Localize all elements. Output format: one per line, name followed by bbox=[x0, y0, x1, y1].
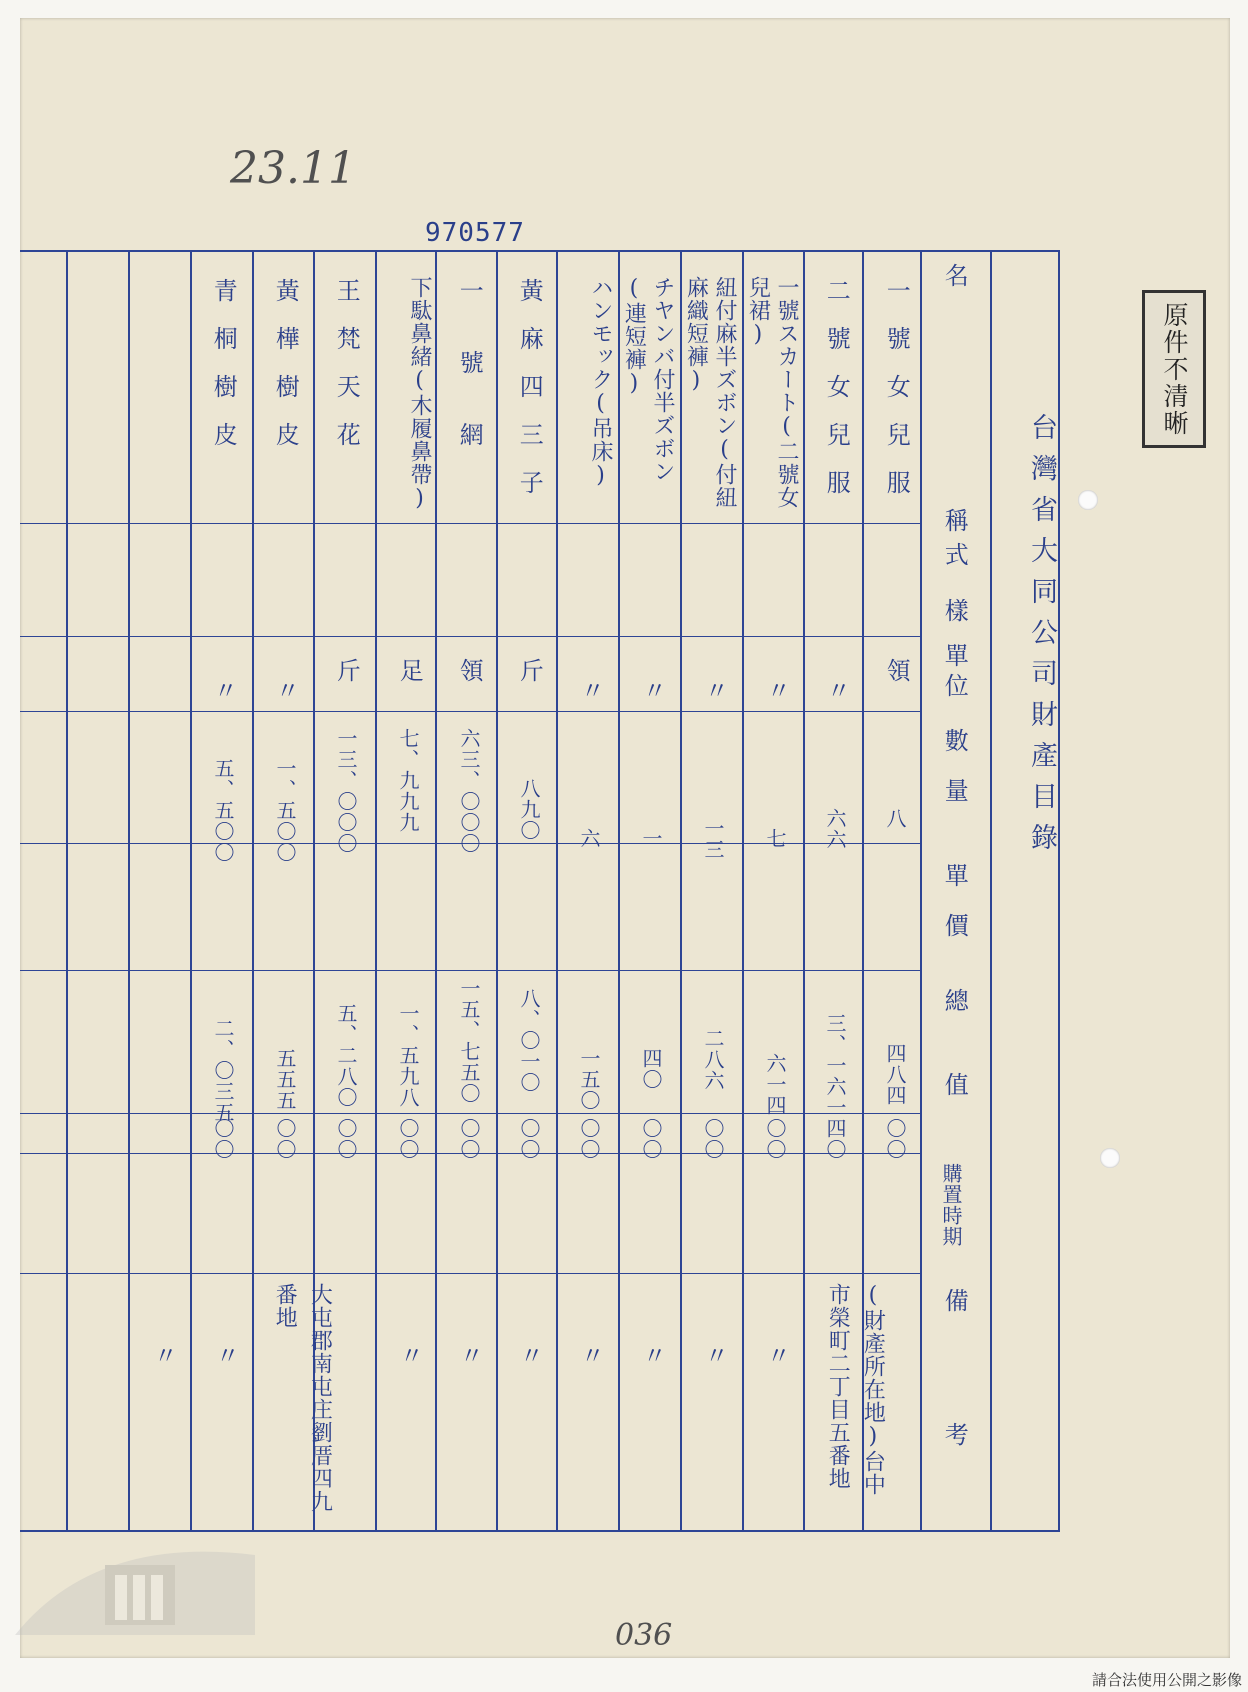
row-3-total: 六一四 bbox=[763, 1053, 787, 1116]
row-7-remarks: 〃 bbox=[515, 1343, 544, 1370]
row-3-quantity: 七 bbox=[763, 828, 787, 849]
row-5-remarks: 〃 bbox=[638, 1343, 667, 1370]
row-9-total-cents: 〇〇 bbox=[396, 1118, 420, 1160]
row-1-total-cents: 〇〇 bbox=[883, 1118, 907, 1160]
row-3-remarks: 〃 bbox=[762, 1343, 791, 1370]
row-6-total: 一五〇 bbox=[577, 1048, 601, 1111]
row-6-total-cents: 〇〇 bbox=[577, 1118, 601, 1160]
row-8-total: 一五、七五〇 bbox=[457, 978, 481, 1104]
row-1-quantity: 八 bbox=[883, 808, 907, 829]
header-remarks: 備考 bbox=[940, 1288, 969, 1556]
row-2-total-cents: 四〇 bbox=[823, 1118, 847, 1160]
field-separator-name-style bbox=[20, 523, 920, 524]
row-4-name: 紐付麻半ズボン(付紐麻織短褲) bbox=[683, 276, 737, 509]
row-6-unit: 〃 bbox=[576, 678, 605, 705]
document-title: 台灣省大同公司財產目錄 bbox=[1026, 413, 1057, 864]
header-style: 稱式 bbox=[940, 508, 969, 576]
row-8-name: 一號網 bbox=[455, 278, 484, 494]
row-separator bbox=[435, 250, 437, 1532]
binding-hole-bottom bbox=[1100, 1148, 1120, 1168]
row-11-total: 五五五 bbox=[273, 1048, 297, 1111]
row-1-name: 一號女兒服 bbox=[882, 278, 911, 518]
row-10-quantity: 一三、〇〇〇 bbox=[334, 728, 358, 854]
row-11-total-cents: 〇〇 bbox=[273, 1118, 297, 1160]
row-7-name: 黃麻四三子 bbox=[515, 278, 544, 518]
archive-number: 970577 bbox=[425, 218, 525, 248]
footer-notice: 請合法使用公開之影像 bbox=[1091, 1671, 1242, 1689]
row-4-unit: 〃 bbox=[700, 678, 729, 705]
row-4-total: 二八六 bbox=[701, 1028, 725, 1091]
row-separator bbox=[66, 250, 68, 1532]
row-3-total-cents: 〇〇 bbox=[763, 1118, 787, 1160]
row-5-total-cents: 〇〇 bbox=[639, 1118, 663, 1160]
row-5-unit: 〃 bbox=[638, 678, 667, 705]
row-10-unit: 斤 bbox=[332, 658, 361, 685]
row-3-unit: 〃 bbox=[762, 678, 791, 705]
row-9-remarks: 〃 bbox=[395, 1343, 424, 1370]
row-4-quantity: 一三 bbox=[701, 818, 725, 860]
header-unit-price: 單價 bbox=[940, 863, 969, 963]
row-separator bbox=[803, 250, 805, 1532]
row-8-remarks: 〃 bbox=[455, 1343, 484, 1370]
row-6-quantity: 六 bbox=[577, 828, 601, 849]
row-11-quantity: 一、五〇〇 bbox=[273, 758, 297, 863]
row-9-unit: 足 bbox=[395, 658, 424, 685]
row-7-total: 八、〇一〇 bbox=[517, 988, 541, 1093]
row-5-total: 四〇 bbox=[639, 1048, 663, 1090]
row-1-total: 四八四 bbox=[883, 1043, 907, 1106]
row-2-total: 三、一六一 bbox=[823, 1013, 847, 1118]
stamp-text: 原件不清晰 bbox=[1160, 301, 1189, 437]
row-11-unit: 〃 bbox=[271, 678, 300, 705]
row-9-name: 下駄鼻緒(木履鼻帶) bbox=[407, 276, 432, 512]
header-purchase-date: 購置時期 bbox=[939, 1163, 963, 1247]
row-12-name: 青桐樹皮 bbox=[209, 278, 238, 470]
row-separator bbox=[190, 250, 192, 1532]
row-6-remarks: 〃 bbox=[576, 1343, 605, 1370]
document-page bbox=[20, 18, 1230, 1658]
header-total: 總值 bbox=[940, 988, 969, 1156]
row-separator bbox=[496, 250, 498, 1532]
field-separator-date-remarks bbox=[20, 1273, 920, 1274]
row-3-name: 一號スカート(二號女兒裙) bbox=[745, 276, 799, 509]
header-quantity: 數量 bbox=[940, 728, 969, 828]
row-5-quantity: 一 bbox=[639, 828, 663, 849]
row-separator bbox=[252, 250, 254, 1532]
field-separator-unit-qty bbox=[20, 711, 920, 712]
row-2-unit: 〃 bbox=[822, 678, 851, 705]
binding-hole-top bbox=[1078, 490, 1098, 510]
row-1-remarks: (財產所在地)台中市榮町二丁目五番地 bbox=[825, 1283, 886, 1496]
row-8-quantity: 六三、〇〇〇 bbox=[457, 728, 481, 854]
row-2-quantity: 六六 bbox=[823, 808, 847, 850]
row-7-total-cents: 〇〇 bbox=[517, 1118, 541, 1160]
table-right-border bbox=[1058, 250, 1060, 1532]
row-6-name: ハンモック(吊床) bbox=[588, 276, 613, 489]
row-10-name: 王梵天花 bbox=[332, 278, 361, 470]
header-unit: 單位 bbox=[940, 643, 969, 703]
row-8-total-cents: 〇〇 bbox=[457, 1118, 481, 1160]
handwritten-mark: 23.11 bbox=[230, 143, 356, 194]
row-7-unit: 斤 bbox=[515, 658, 544, 685]
page-number: 036 bbox=[615, 1618, 673, 1653]
row-7-quantity: 八九〇 bbox=[517, 778, 541, 841]
row-10-total-cents: 〇〇 bbox=[334, 1118, 358, 1160]
header-field-separator bbox=[920, 250, 922, 1532]
unclear-original-stamp bbox=[1142, 290, 1206, 448]
row-4-remarks: 〃 bbox=[700, 1343, 729, 1370]
row-11-name: 黃樺樹皮 bbox=[271, 278, 300, 470]
header-spec: 樣 bbox=[940, 598, 969, 625]
header-name: 名 bbox=[940, 263, 969, 290]
field-separator-style-unit bbox=[20, 636, 920, 637]
row-8-unit: 領 bbox=[455, 658, 484, 685]
row-12-quantity: 五、五〇〇 bbox=[211, 758, 235, 863]
row-10-remarks: 大屯郡南屯庄劉厝四九番地 bbox=[272, 1283, 333, 1513]
row-5-name: チヤンバ付半ズボン(連短褲) bbox=[621, 276, 675, 483]
table-top-border bbox=[20, 250, 1060, 252]
row-12-remarks: 〃 bbox=[149, 1343, 178, 1370]
row-12-total-cents: 〇〇 bbox=[211, 1118, 235, 1160]
row-4-total-cents: 〇〇 bbox=[701, 1118, 725, 1160]
row-12-total: 二、〇三五 bbox=[211, 1018, 235, 1123]
row-9-total: 一、五九八 bbox=[396, 1003, 420, 1108]
row-10-total: 五、二八〇 bbox=[334, 1003, 358, 1108]
row-2-name: 二號女兒服 bbox=[822, 278, 851, 518]
archive-logo-watermark bbox=[5, 1495, 255, 1635]
row-12-unit: 〃 bbox=[209, 678, 238, 705]
row-9-quantity: 七、九九九 bbox=[396, 728, 420, 833]
header-column-separator bbox=[990, 250, 992, 1532]
field-separator-price-total bbox=[20, 970, 920, 971]
row-1-unit: 領 bbox=[882, 658, 911, 685]
row-separator bbox=[128, 250, 130, 1532]
row-11-remarks: 〃 bbox=[211, 1343, 240, 1370]
